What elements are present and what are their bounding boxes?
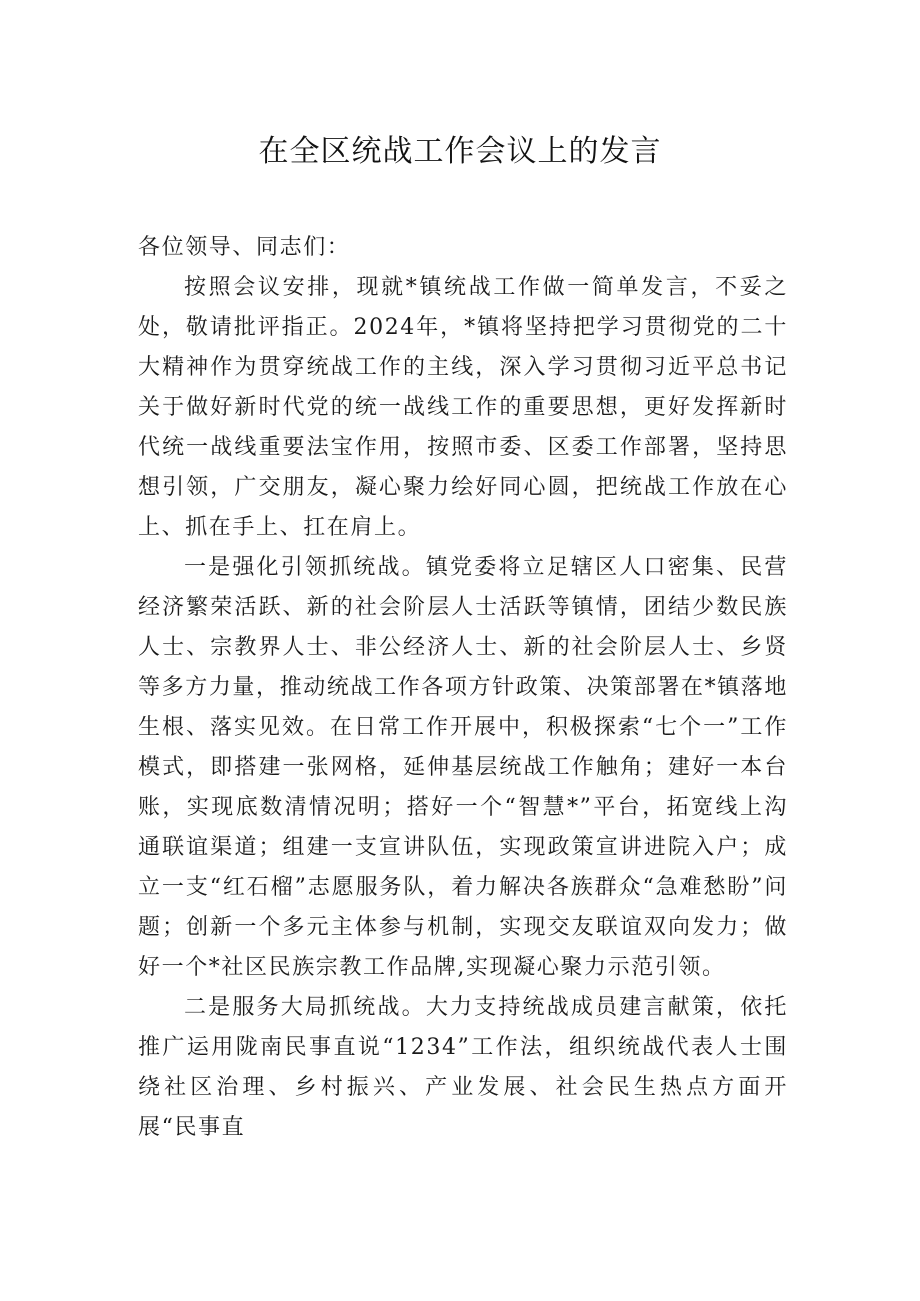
document-body [138,228,788,1148]
salutation: 各位领导、同志们： [138,235,351,260]
paragraph-intro: 按照会议安排，现就*镇统战工作做一简单发言，不妥之处，敬请批评指正。2024年，*镇将坚持把学习贯彻党的二十大精神作为贯穿统战工作的主线，深入学习贯彻习近平总书记关于做好新时代党的统一战线工作的重要思想，更好发挥新时代统一战线重要法宝作用，按照市委、区委工作部署，坚持思想引领，广交朋友，凝心聚力绘好同心圆，把统战工作放在心上、抓在手上、扛在肩上。 [138,275,788,540]
document-title: 在全区统战工作会议上的发言 [258,134,662,169]
paragraph-point-one: 一是强化引领抓统战。镇党委将立足辖区人口密集、民营经济繁荣活跃、新的社会阶层人士活跃等镇情，团结少数民族人士、宗教界人士、非公经济人士、新的社会阶层人士、乡贤等多方力量，推动统战工作各项方针政策、决策部署在*镇落地生根、落实见效。在日常工作开展中，积极探索“七个一”工作模式，即搭建一张网格，延伸基层统战工作触角；建好一本台账，实现底数清情况明；搭好一个“智慧*”平台，拓宽线上沟通联谊渠道；组建一支宣讲队伍，实现政策宣讲进院入户；成立一支“红石榴”志愿服务队，着力解决各族群众“急难愁盼”问题；创新一个多元主体参与机制，实现交友联谊双向发力；做好一个*社区民族宗教工作品牌,实现凝心聚力示范引领。 [138,555,788,980]
paragraph-point-two: 二是服务大局抓统战。大力支持统战成员建言献策，依托推广运用陇南民事直说“1234”工作法，组织统战代表人士围绕社区治理、乡村振兴、产业发展、社会民生热点方面开展“民事直 [138,995,788,1140]
